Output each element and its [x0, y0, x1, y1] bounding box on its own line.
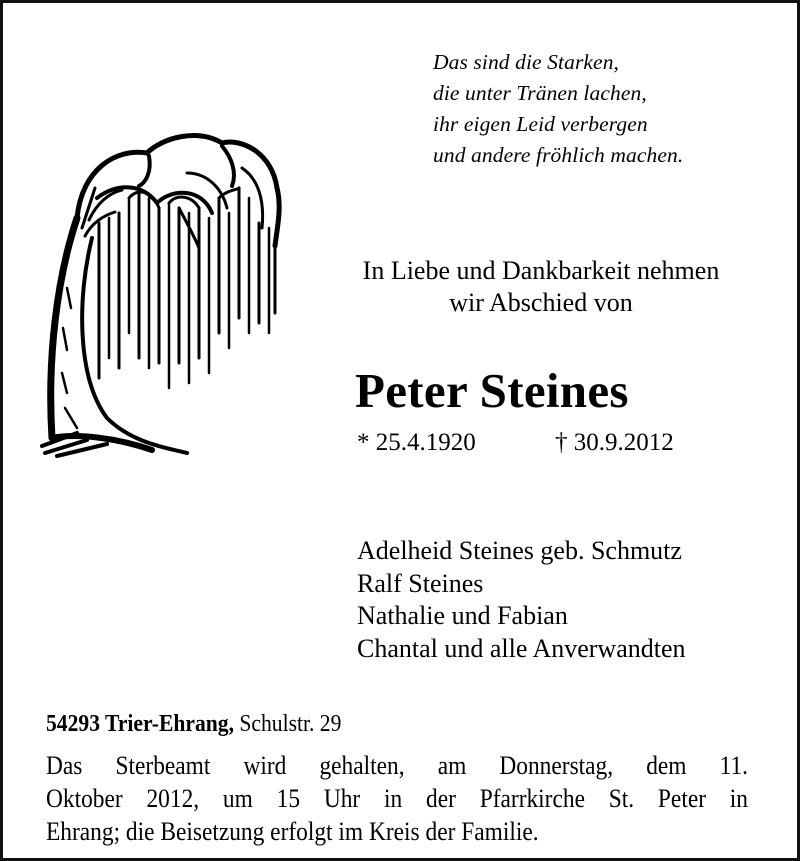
- motto-verse: [433, 47, 683, 171]
- address: [46, 709, 341, 739]
- address-city: 54293 Trier-Ehrang,: [46, 711, 234, 737]
- mourners-list: [357, 535, 686, 665]
- service-line: Oktober 2012, um 15 Uhr in der Pfarrkirche St. Peter in: [46, 784, 748, 813]
- service-line: Ehrang; die Beisetzung erfolgt im Kreis der Familie.: [46, 817, 539, 846]
- motto-line: ihr eigen Leid verbergen: [433, 112, 648, 136]
- mourner: Nathalie und Fabian: [357, 601, 568, 630]
- service-line: Das Sterbeamt wird gehalten, am Donnerstag, dem 11.: [46, 751, 748, 780]
- mourner: Adelheid Steines geb. Schmutz: [357, 536, 682, 565]
- weeping-willow-icon: [37, 128, 287, 458]
- intro-text: [321, 255, 761, 319]
- life-dates: [357, 427, 674, 459]
- death-date: † 30.9.2012: [555, 429, 674, 456]
- motto-line: die unter Tränen lachen,: [433, 81, 647, 105]
- mourner: Chantal und alle Anverwandten: [357, 633, 686, 663]
- deceased-name: Peter Steines: [355, 363, 629, 418]
- service-info: [46, 749, 748, 848]
- mourner: Ralf Steines: [357, 568, 484, 598]
- motto-line: und andere fröhlich machen.: [433, 143, 684, 167]
- intro-line: wir Abschied von: [449, 288, 633, 317]
- intro-line: In Liebe und Dankbarkeit nehmen: [362, 256, 720, 285]
- address-street: Schulstr. 29: [239, 711, 342, 737]
- motto-line: Das sind die Starken,: [433, 50, 620, 74]
- birth-date: * 25.4.1920: [357, 429, 476, 456]
